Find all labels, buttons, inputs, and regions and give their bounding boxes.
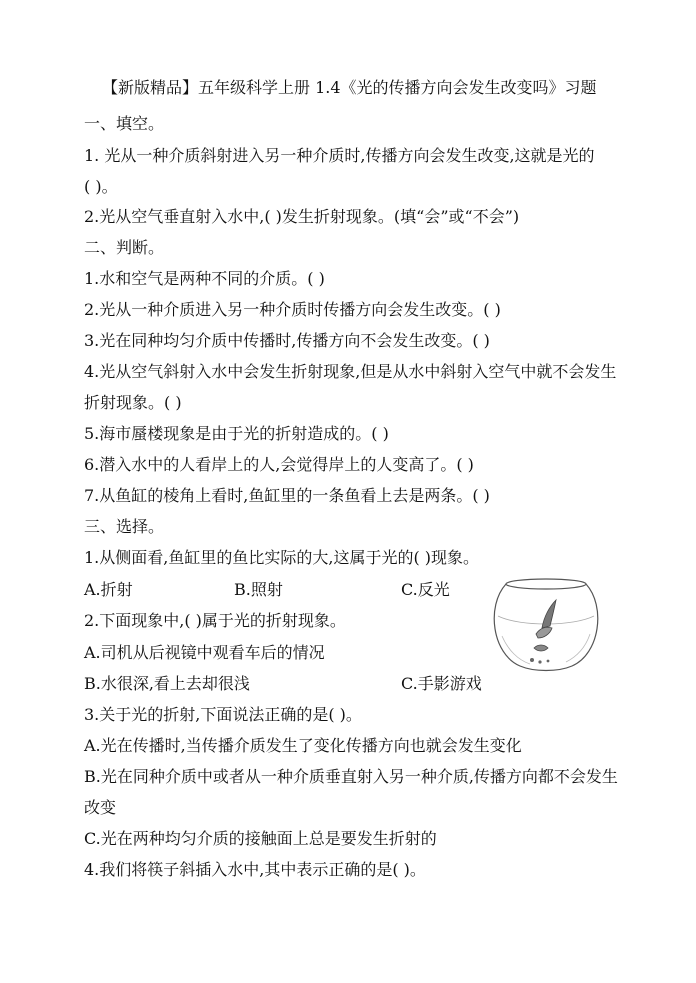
fill-question-1: 1. 光从一种介质斜射进入另一种介质时,传播方向会发生改变,这就是光的 — [84, 146, 595, 165]
fishbowl-illustration — [490, 576, 602, 672]
judge-question-7: 7.从鱼缸的棱角上看时,鱼缸里的一条鱼看上去是两条。( ) — [84, 486, 490, 505]
choice-3-option-b-continued: 改变 — [84, 798, 117, 817]
judge-question-5: 5.海市蜃楼现象是由于光的折射造成的。( ) — [84, 424, 389, 443]
choice-3-option-c: C.光在两种均匀介质的接触面上总是要发生折射的 — [84, 829, 437, 848]
choice-3-option-a: A.光在传播时,当传播介质发生了变化传播方向也就会发生变化 — [84, 736, 522, 755]
choice-3-option-b: B.光在同种介质中或者从一种介质垂直射入另一种介质,传播方向都不会发生 — [84, 767, 618, 786]
judge-question-4: 4.光从空气斜射入水中会发生折射现象,但是从水中斜射入空气中就不会发生 — [84, 362, 617, 381]
judge-question-3: 3.光在同种均匀介质中传播时,传播方向不会发生改变。( ) — [84, 331, 490, 350]
judge-question-2: 2.光从一种介质进入另一种介质时传播方向会发生改变。( ) — [84, 300, 501, 319]
choice-question-3: 3.关于光的折射,下面说法正确的是( )。 — [84, 705, 362, 724]
choice-1-option-b: B.照射 — [234, 580, 283, 599]
choice-2-option-b: B.水很深,看上去却很浅 — [84, 674, 250, 693]
judge-question-6: 6.潜入水中的人看岸上的人,会觉得岸上的人变高了。( ) — [84, 455, 474, 474]
choice-question-2: 2.下面现象中,( )属于光的折射现象。 — [84, 611, 346, 630]
choice-question-4: 4.我们将筷子斜插入水中,其中表示正确的是( )。 — [84, 860, 426, 879]
fill-question-1-continued: ( )。 — [84, 177, 118, 196]
choice-2-option-a: A.司机从后视镜中观看车后的情况 — [84, 643, 325, 662]
fill-question-2: 2.光从空气垂直射入水中,( )发生折射现象。(填“会”或“不会”) — [84, 207, 520, 226]
page-title: 【新版精品】五年级科学上册 1.4《光的传播方向会发生改变吗》习题 — [102, 78, 597, 97]
section-heading-choice: 三、选择。 — [84, 517, 165, 536]
section-heading-fill: 一、填空。 — [84, 114, 165, 133]
choice-question-1: 1.从侧面看,鱼缸里的鱼比实际的大,这属于光的( )现象。 — [84, 548, 480, 567]
choice-1-option-a: A.折射 — [84, 580, 133, 599]
choice-2-option-c: C.手影游戏 — [401, 674, 482, 693]
section-heading-judge: 二、判断。 — [84, 238, 165, 257]
choice-1-option-c: C.反光 — [401, 580, 450, 599]
judge-question-4-continued: 折射现象。( ) — [84, 393, 182, 412]
judge-question-1: 1.水和空气是两种不同的介质。( ) — [84, 269, 325, 288]
